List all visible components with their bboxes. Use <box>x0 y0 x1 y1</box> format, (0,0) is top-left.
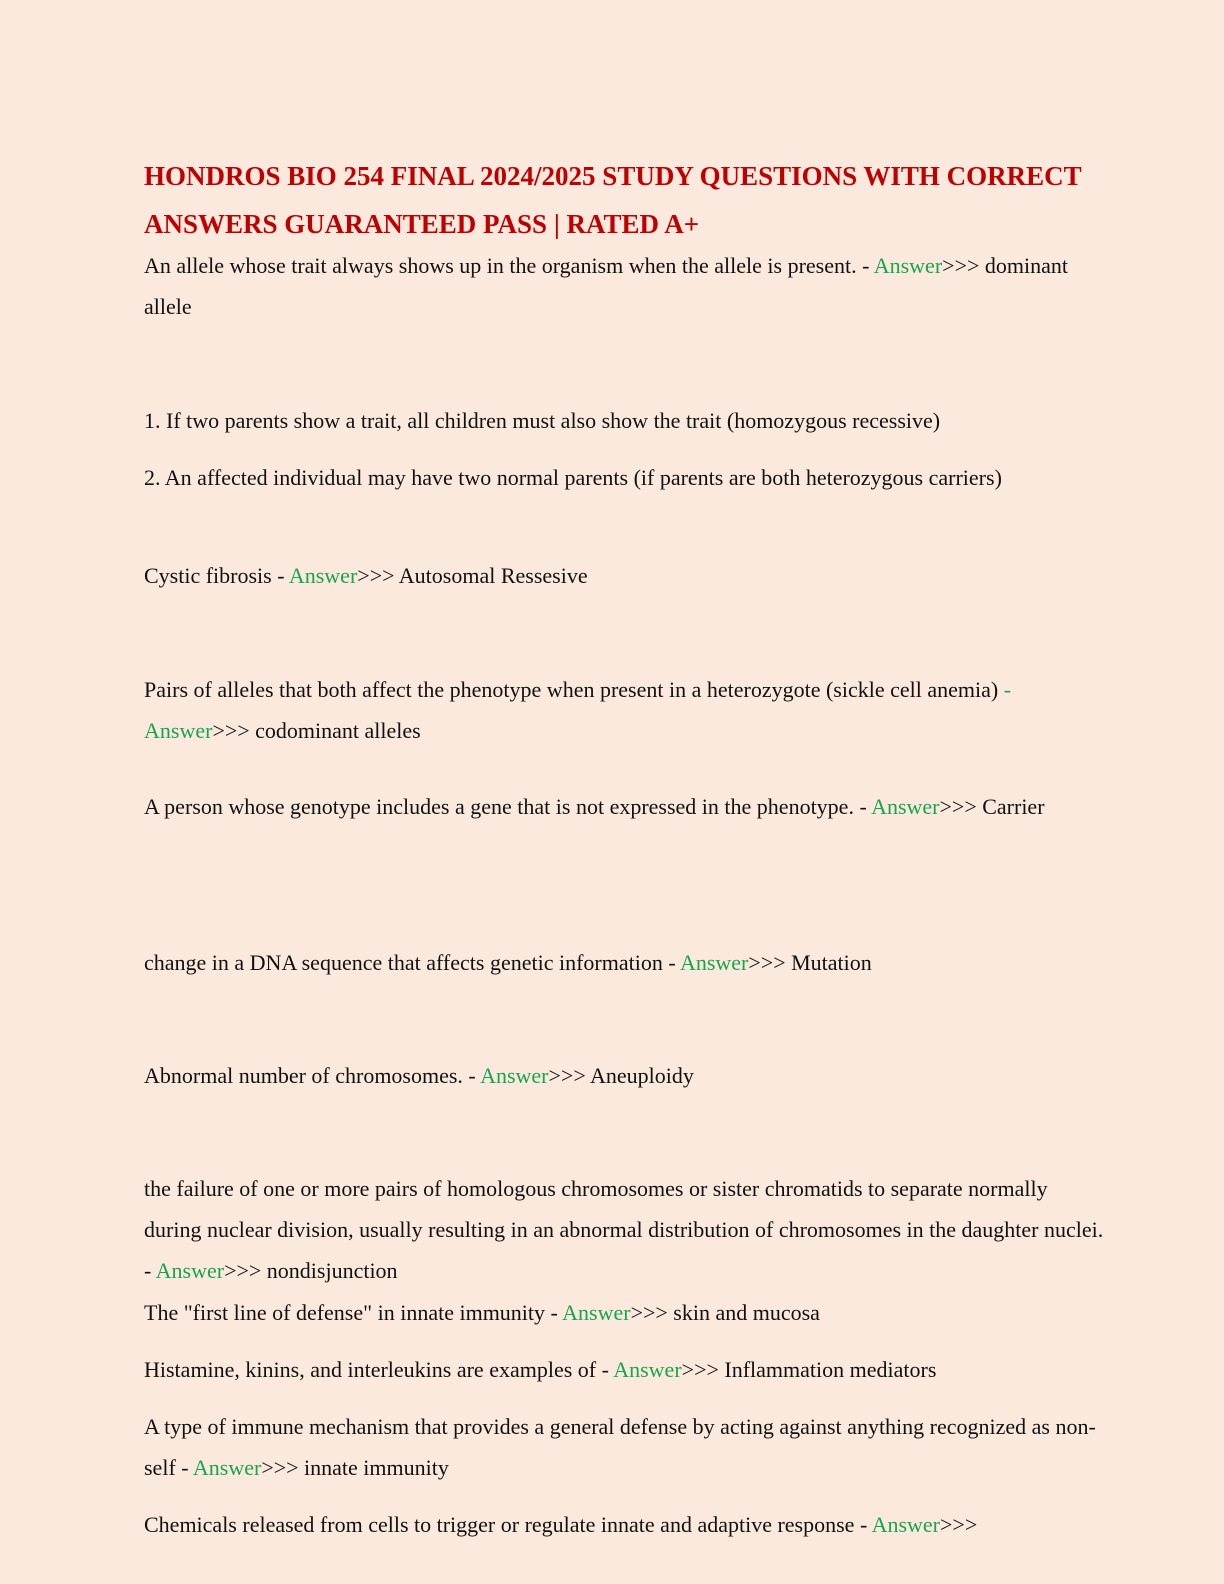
answer-text: >>> <box>940 1512 978 1537</box>
question-text: Pairs of alleles that both affect the phenotype when present in a heterozygote (sickle cell anemia) <box>144 677 1004 702</box>
answer-text: >>> nondisjunction <box>224 1258 398 1283</box>
question-text: The "first line of defense" in innate immunity - <box>144 1300 563 1325</box>
answer-text: >>> Inflammation mediators <box>681 1357 937 1382</box>
answer-text: >>> skin and mucosa <box>630 1300 820 1325</box>
question-text: Cystic fibrosis - <box>144 563 289 588</box>
qa-item <box>144 1504 1104 1545</box>
question-text: A type of immune mechanism that provides a general defense by acting against anything recognized as non-self - <box>144 1414 1096 1480</box>
document-title: HONDROS BIO 254 FINAL 2024/2025 STUDY QUESTIONS WITH CORRECT ANSWERS GUARANTEED PASS | RATED A+ <box>144 161 1082 239</box>
answer-label: - Answer <box>144 677 1012 743</box>
qa-item <box>144 1055 1104 1096</box>
answer-label: Answer <box>562 1300 631 1325</box>
answer-label: Answer <box>480 1063 549 1088</box>
question-text: An allele whose trait always shows up in the organism when the allele is present. - <box>144 253 874 278</box>
answer-label: Answer <box>192 1455 262 1480</box>
answer-label: Answer <box>155 1258 225 1283</box>
question-text: Abnormal number of chromosomes. - <box>144 1063 481 1088</box>
answer-text: >>> innate immunity <box>261 1455 449 1480</box>
answer-text: >>> Mutation <box>748 950 872 975</box>
question-text: Histamine, kinins, and interleukins are examples of - <box>144 1357 614 1382</box>
qa-item <box>144 786 1104 827</box>
answer-label: Answer <box>873 253 943 278</box>
qa-item <box>144 1168 1104 1291</box>
rule-line: 2. An affected individual may have two normal parents (if parents are both heterozygous carriers) <box>144 465 1002 490</box>
question-text: A person whose genotype includes a gene that is not expressed in the phenotype. - <box>144 794 872 819</box>
question-text: the failure of one or more pairs of homologous chromosomes or sister chromatids to separate normally during nuclear division, usually resulting in an abnormal distribution of chromosomes in the daughter nuclei. - <box>144 1176 1104 1283</box>
answer-label: Answer <box>613 1357 682 1382</box>
answer-text: >>> Autosomal Ressesive <box>357 563 588 588</box>
answer-label: Answer <box>871 794 940 819</box>
question-text: Chemicals released from cells to trigger or regulate innate and adaptive response - <box>144 1512 872 1537</box>
qa-item <box>144 1349 1104 1390</box>
question-text: change in a DNA sequence that affects genetic information - <box>144 950 680 975</box>
qa-item <box>144 669 1104 751</box>
qa-item <box>144 942 1104 983</box>
answer-label: Answer <box>288 563 358 588</box>
answer-label: Answer <box>871 1512 940 1537</box>
answer-text: >>> Carrier <box>939 794 1045 819</box>
answer-label: Answer <box>679 950 749 975</box>
qa-item <box>144 1292 1104 1333</box>
qa-item <box>144 245 1104 327</box>
answer-text: >>> codominant alleles <box>212 718 421 743</box>
qa-item <box>144 1406 1104 1488</box>
answer-text: >>> dominant allele <box>144 253 1068 319</box>
answer-text: >>> Aneuploidy <box>548 1063 694 1088</box>
qa-item <box>144 555 1104 596</box>
rule-line: 1. If two parents show a trait, all children must also show the trait (homozygous recessive) <box>144 408 941 433</box>
